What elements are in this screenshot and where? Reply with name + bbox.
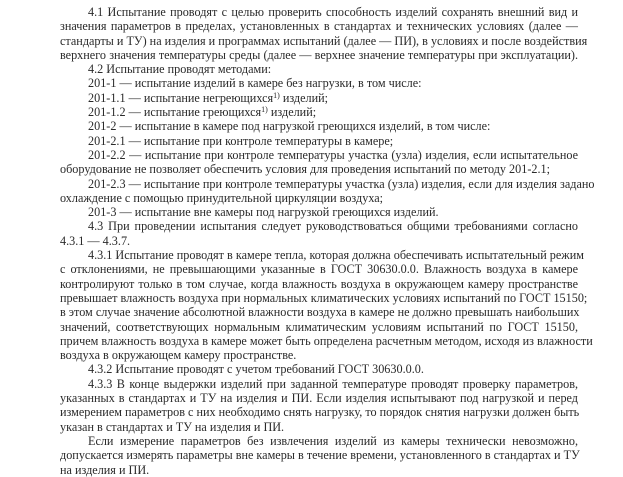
text-line <box>60 134 578 148</box>
line-text: 4.3.1 Испытание проводят в камере тепла, которая должна обеспечивать испытательный режим <box>88 248 584 263</box>
line-text: допускается измерять параметры вне камеры в течение времени, установленного в стандартах и ТУ <box>60 448 580 463</box>
text-line <box>60 377 578 391</box>
line-text: Если измерение параметров без извлечения изделий из камеры технически невозможно, <box>88 433 578 448</box>
text-line <box>60 205 578 219</box>
line-text: контролируют только в том случае, когда влажность воздуха в окружающем камеру пространстве <box>60 276 578 291</box>
line-text: на изделия и ПИ. <box>60 462 150 477</box>
text-line <box>60 277 578 291</box>
line-text: 201-1.1 — испытание негреющихся <box>88 90 274 105</box>
text-line <box>60 305 578 319</box>
text-line <box>60 420 578 434</box>
line-text: измерением параметров с них необходимо снять нагрузку, то порядок снятия нагрузки должен быть <box>60 405 580 420</box>
text-line <box>60 191 578 205</box>
text-line <box>60 405 578 419</box>
line-text: 4.2 Испытание проводят методами: <box>88 62 272 77</box>
line-text: значения параметров в пределах, установленных в стандартах и технических условиях (далее — <box>60 19 578 34</box>
text-line <box>60 333 593 348</box>
line-text: в этом случае значение абсолютной влажности воздуха в камере не должно превышать наибольших <box>60 305 580 320</box>
footnote-ref: 1) <box>273 90 280 100</box>
line-text: 201-2 — испытание в камере под нагрузкой греющихся изделий, в том числе: <box>88 119 491 134</box>
line-text: 4.1 Испытание проводят с целью проверить способность изделий сохранять внешний вид и <box>88 5 578 19</box>
text-line <box>60 76 578 90</box>
text-line <box>60 91 578 105</box>
line-text: 201-1.2 — испытание греющихся <box>88 105 262 120</box>
text-line <box>60 219 578 233</box>
line-text: верхнего значения температуры среды (далее — верхнее значение температуры при эксплуатации). <box>60 47 578 62</box>
text-line <box>60 62 578 76</box>
text-line <box>60 262 578 276</box>
text-line <box>60 362 578 376</box>
text-line <box>60 434 578 448</box>
line-text: 4.3.2 Испытание проводят с учетом требований ГОСТ 30630.0.0. <box>88 362 424 377</box>
line-text: 201-2.3 — испытание при контроле температуры участка (узла) изделия, если для изделия задано <box>88 176 595 191</box>
text-line <box>60 105 578 119</box>
text-line <box>60 176 595 191</box>
text-line <box>60 48 578 62</box>
text-line <box>60 463 578 477</box>
document-text <box>60 5 595 477</box>
text-line <box>60 234 578 248</box>
text-line <box>60 290 588 305</box>
line-text: с отклонениями, не превышающими указанные в ГОСТ 30630.0.0. Влажность воздуха в камере <box>60 262 578 277</box>
text-line <box>60 391 578 405</box>
footnote-ref: 1) <box>261 105 268 115</box>
line-text: 201-3 — испытание вне камеры под нагрузкой греющихся изделий. <box>88 205 439 220</box>
line-text: 4.3.3 В конце выдержки изделий при заданной температуре проводят проверку параметров, <box>88 376 578 391</box>
line-text: 201-1 — испытание изделий в камере без нагрузки, в том числе: <box>88 76 422 91</box>
text-line <box>60 320 578 334</box>
line-text: изделий; <box>279 90 329 105</box>
line-text: изделий; <box>267 105 317 120</box>
text-line <box>60 162 578 176</box>
text-line <box>60 348 578 362</box>
text-line <box>60 19 578 33</box>
line-text: 4.3 При проведении испытания следует руководствоваться общими требованиями согласно <box>88 219 578 234</box>
text-line <box>60 248 584 263</box>
line-text: 201-2.2 — испытание при контроле температуры участка (узла) изделия, если испытательное <box>88 147 578 162</box>
text-line <box>60 448 578 462</box>
text-line <box>60 119 578 133</box>
text-line <box>60 148 578 162</box>
line-text: значений, соответствующих нормальным климатическим условиям испытаний по ГОСТ 15150, <box>60 319 578 334</box>
line-text: указанных в стандартах и ТУ на изделия и ПИ. Если изделия испытывают под нагрузкой и перед <box>60 391 578 406</box>
line-text: 201-2.1 — испытание при контроле температуры в камере; <box>88 133 394 148</box>
text-line <box>60 5 578 19</box>
line-text: указан в стандартах и ТУ на изделия и ПИ. <box>60 419 285 434</box>
line-text: оборудование не позволяет обеспечить условия для проведения испытаний по методу 201-2.1; <box>60 162 551 177</box>
line-text: 4.3.1 — 4.3.7. <box>60 233 131 248</box>
line-text: стандарты и ТУ) на изделия и программах испытаний (далее — ПИ), в условиях и после воздействия <box>60 33 588 48</box>
text-line <box>60 33 588 48</box>
line-text: охлаждение с помощью принудительной циркуляции воздуха; <box>60 190 384 205</box>
line-text: причем влажность воздуха в камере может быть определена расчетным методом, исходя из влажности <box>60 333 593 348</box>
line-text: воздуха в окружающем камеру пространстве. <box>60 348 297 363</box>
line-text: превышает влажность воздуха при нормальных климатических условиях испытаний по ГОСТ 15150; <box>60 290 588 305</box>
